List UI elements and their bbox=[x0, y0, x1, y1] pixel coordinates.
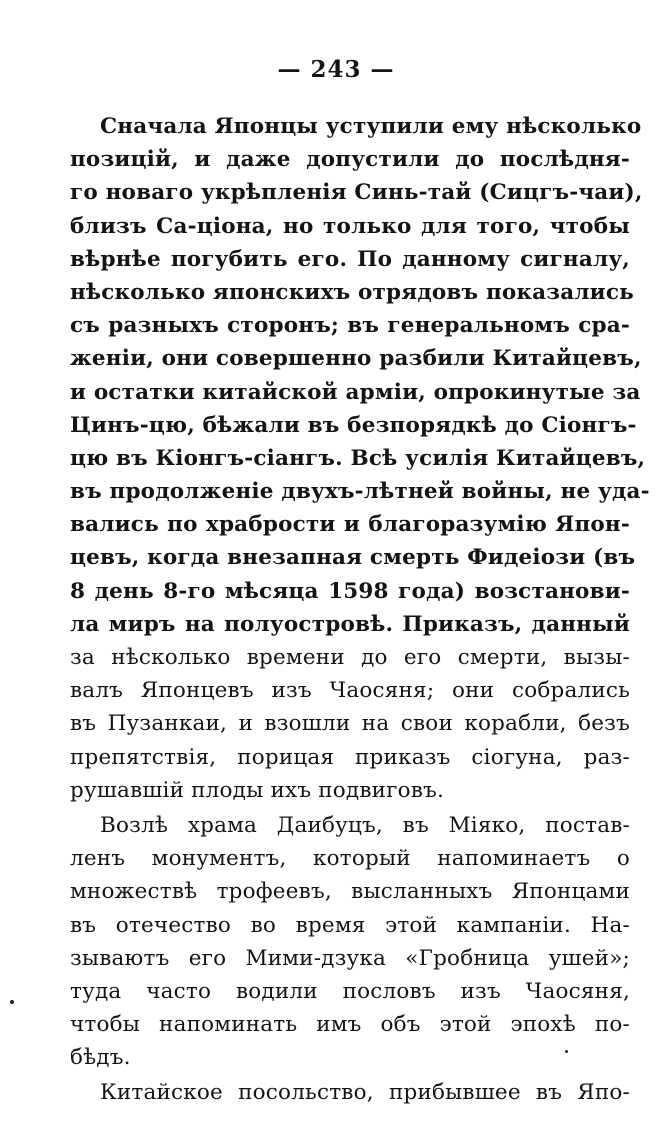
text-line: бѣдъ. bbox=[70, 1045, 131, 1071]
paragraph-3 bbox=[70, 1076, 630, 1109]
text-line: за нѣсколько времени до его смерти, вызы- bbox=[70, 645, 630, 670]
text-line: ленъ монументъ, который напоминаетъ о bbox=[70, 846, 630, 872]
text-line: въ отечество во время этой кампаніи. На- bbox=[70, 912, 630, 938]
print-speck bbox=[10, 1000, 14, 1004]
text-line: въ Пузанкаи, и взошли на свои корабли, безъ bbox=[70, 711, 630, 737]
text-line: цю въ Кіонгъ-сіангъ. Всѣ усилія Китайцевъ, bbox=[70, 445, 646, 471]
text-line: Возлѣ храма Даибуцъ, въ Міяко, постав- bbox=[100, 812, 630, 838]
text-line: близъ Са-ціона, но только для того, чтобы bbox=[70, 213, 630, 239]
text-line: препятствія, порицая приказъ сіогуна, раз- bbox=[70, 744, 630, 770]
text-line: рушавшій плоды ихъ подвиговъ. bbox=[70, 777, 445, 803]
text-line: Сначала Японцы уступили ему нѣсколько bbox=[100, 114, 642, 139]
print-speck bbox=[565, 1050, 568, 1053]
text-line: въ продолженіе двухъ-лѣтней войны, не уда- bbox=[70, 479, 650, 505]
paragraph-2 bbox=[70, 809, 630, 1075]
text-line: вались по храбрости и благоразумію Япон- bbox=[70, 512, 630, 538]
text-line: цевъ, когда внезапная смерть Фидеіози (въ bbox=[70, 545, 636, 571]
text-line: Китайское посольство, прибывшее въ Япо- bbox=[100, 1080, 630, 1106]
text-line: туда часто водили пословъ изъ Чаосяня, bbox=[70, 978, 630, 1004]
text-line: Цинъ-цю, бѣжали въ безпорядкѣ до Сіонгъ- bbox=[70, 412, 637, 438]
text-line: съ разныхъ сторонъ; въ генеральномъ сра- bbox=[70, 313, 630, 339]
text-line: валъ Японцевъ изъ Чаосяня; они собрались bbox=[70, 678, 630, 704]
text-line: зываютъ его Мими-дзука «Гробница ушей»; bbox=[70, 945, 630, 971]
text-line: и остатки китайской арміи, опрокинутые за bbox=[70, 379, 641, 405]
text-line: нѣсколько японскихъ отрядовъ показались bbox=[70, 279, 634, 305]
text-line: чтобы напоминать имъ объ этой эпохѣ по- bbox=[70, 1012, 630, 1038]
text-line: женіи, они совершенно разбили Китайцевъ, bbox=[70, 346, 642, 372]
text-line: множествѣ трофеевъ, высланныхъ Японцами bbox=[70, 879, 630, 905]
text-line: позицій, и даже допустили до послѣдня- bbox=[70, 147, 630, 173]
text-line: го новаго укрѣпленія Синь-тай (Сицгъ-чаи), bbox=[70, 180, 643, 206]
text-line: 8 день 8-го мѣсяца 1598 года) возстанови- bbox=[70, 578, 630, 604]
body-text bbox=[70, 110, 650, 1110]
text-line: ла миръ на полуостровѣ. Приказъ, данный bbox=[70, 611, 630, 637]
text-line: вѣрнѣе погубить его. По данному сигналу, bbox=[70, 246, 630, 272]
paragraph-1 bbox=[70, 110, 650, 807]
page-number: — 243 — bbox=[277, 56, 395, 83]
